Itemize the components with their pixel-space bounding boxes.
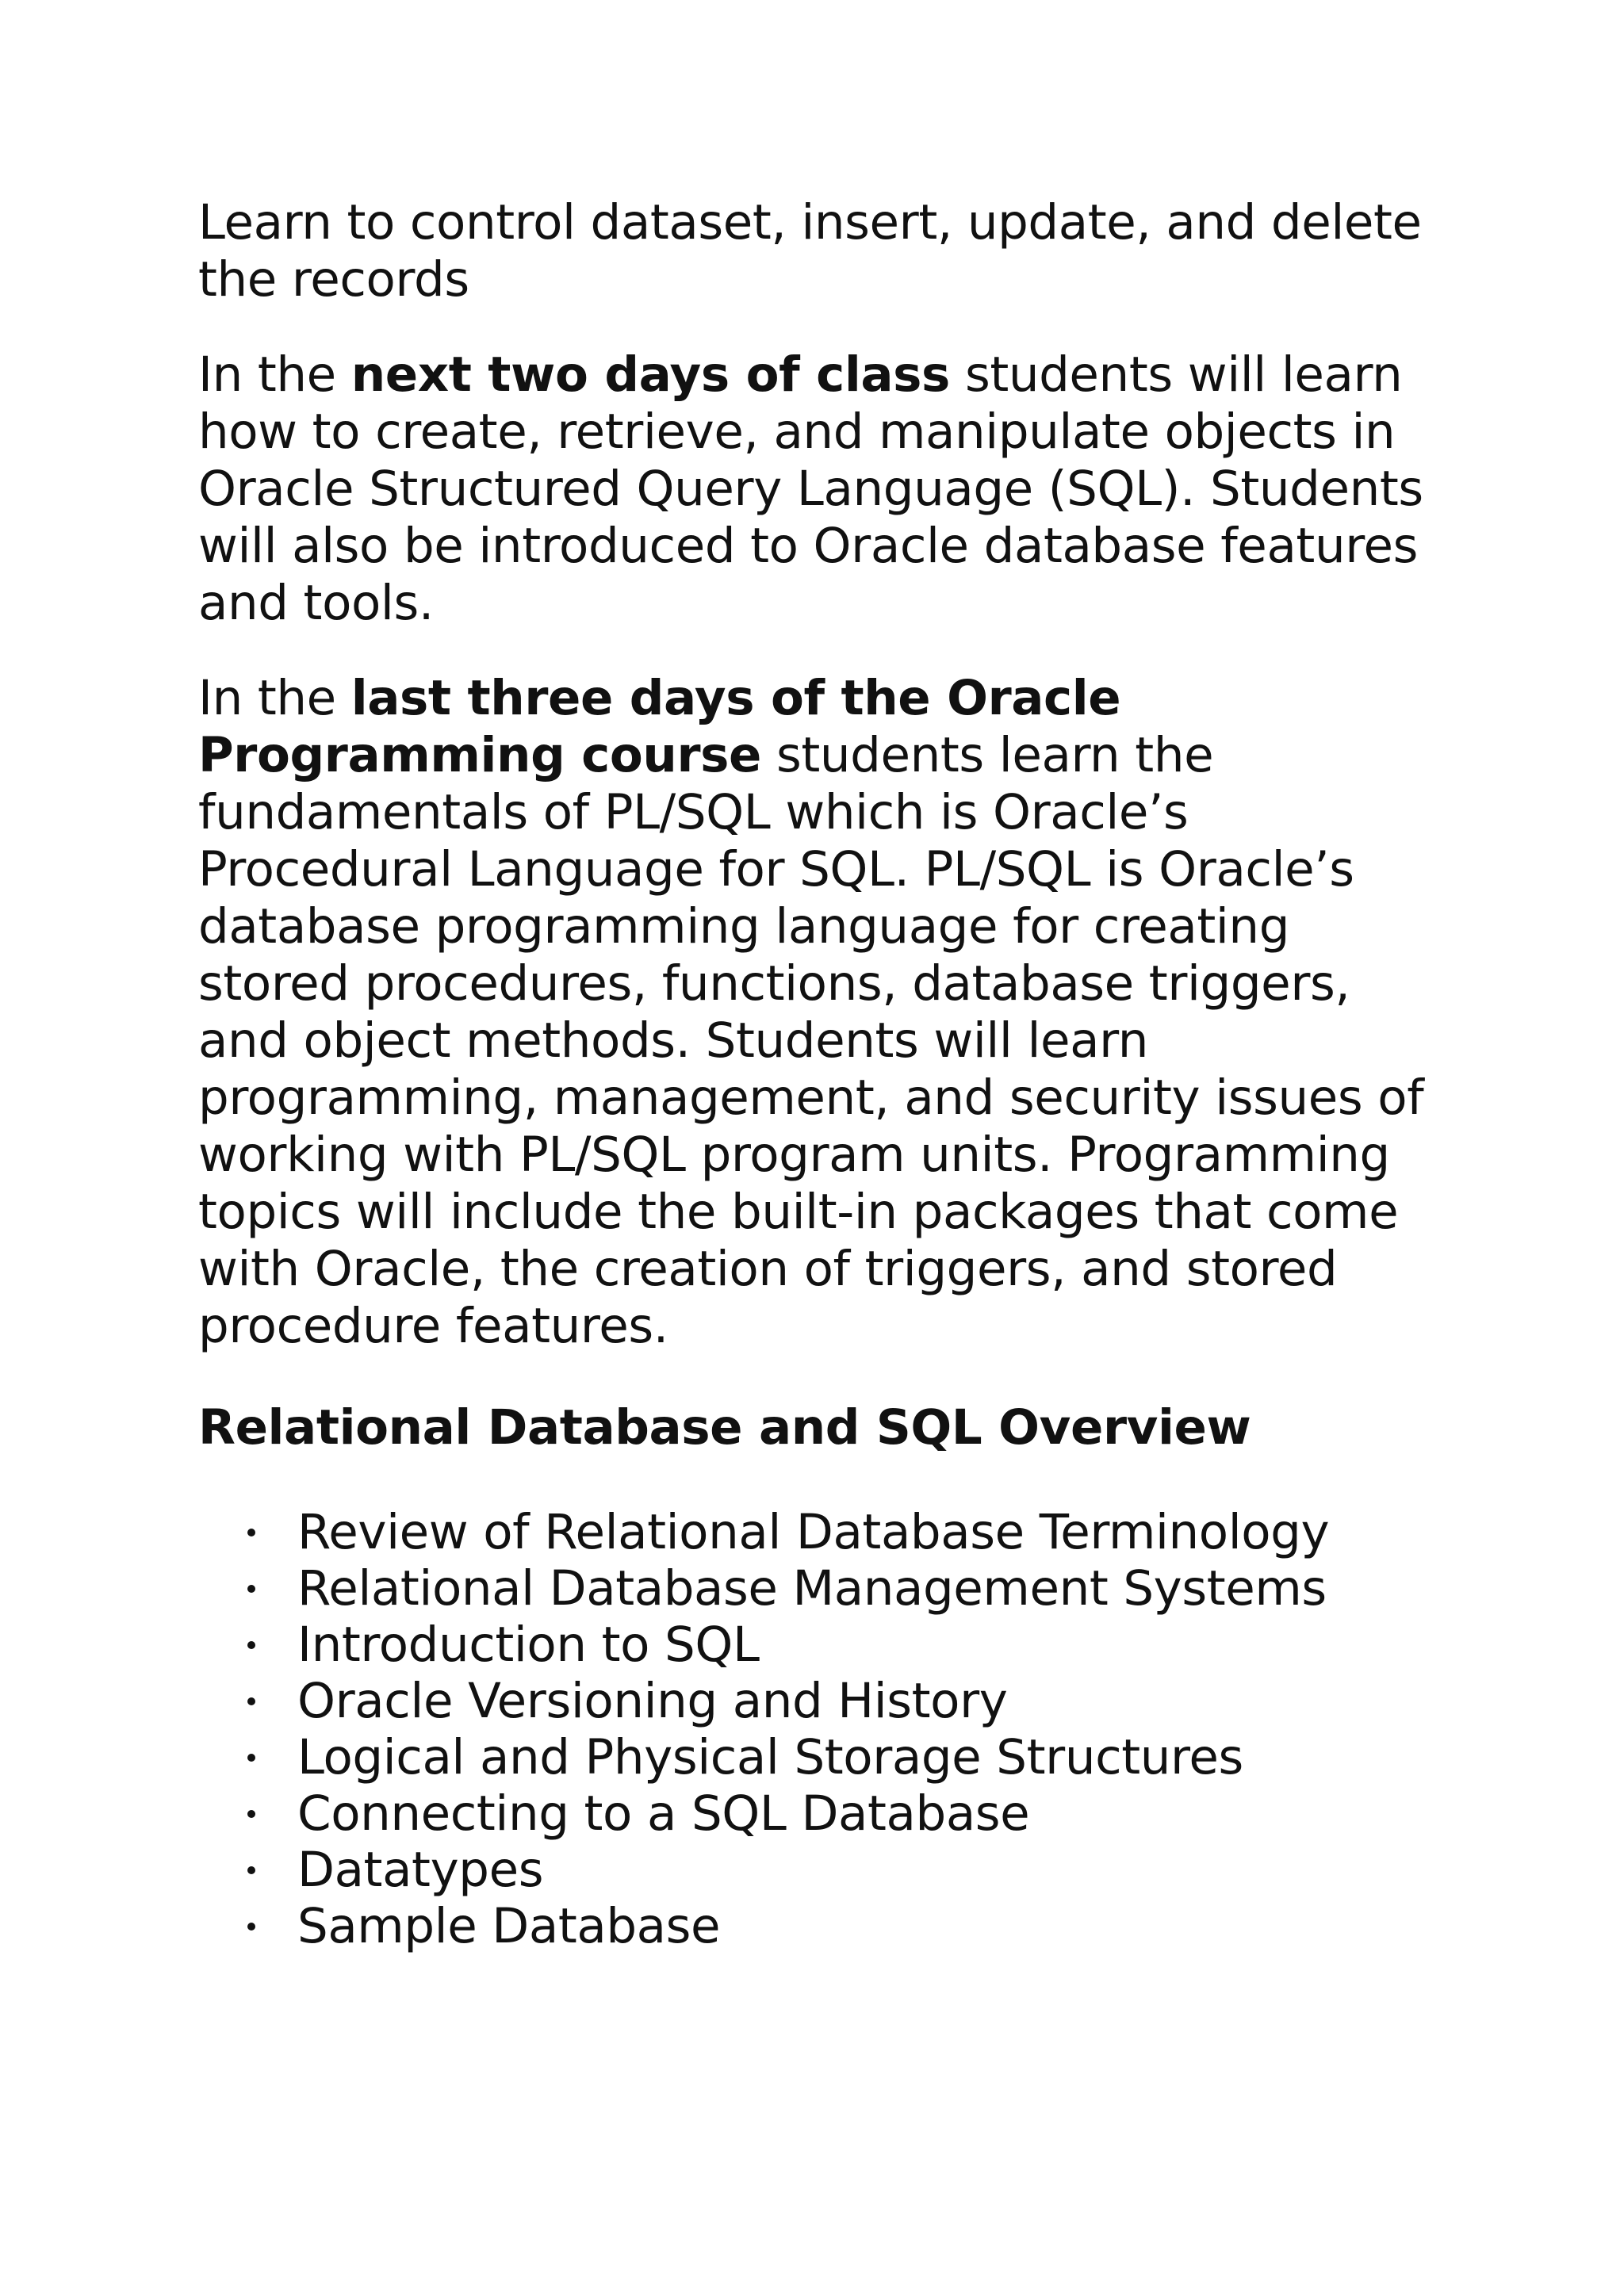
list-item-label: Review of Relational Database Terminology [297, 1504, 1330, 1560]
sql-paragraph-lead: In the [198, 346, 351, 403]
bullet-icon [247, 1810, 255, 1818]
sql-paragraph-rest: students will learn how to create, retrieve, and manipulate objects in Oracle Structured Query Language (SQL). Students will also be introduced to Oracle database features and tools. [198, 346, 1423, 631]
list-item [198, 1898, 1451, 1954]
list-item [198, 1560, 1451, 1617]
sql-paragraph-bold: next two days of class [350, 346, 950, 403]
bullet-icon [247, 1754, 255, 1762]
intro-text: Learn to control dataset, insert, update, and delete the records [198, 194, 1422, 308]
bullet-icon [247, 1641, 255, 1649]
list-item-label: Connecting to a SQL Database [297, 1785, 1030, 1842]
list-item [198, 1617, 1451, 1673]
plsql-paragraph-bold: last three days of the Oracle Programming course [198, 670, 1121, 783]
bullet-icon [247, 1923, 255, 1931]
plsql-paragraph [198, 670, 1451, 1355]
list-item-label: Relational Database Management Systems [297, 1560, 1327, 1617]
document-page [198, 194, 1451, 1954]
list-item [198, 1842, 1451, 1898]
sql-paragraph [198, 346, 1451, 632]
list-item-label: Oracle Versioning and History [297, 1673, 1008, 1729]
bullet-icon [247, 1866, 255, 1874]
plsql-paragraph-rest: students learn the fundamentals of PL/SQL which is Oracle’s Procedural Language for SQL. PL/SQL is Oracle’s database programming language for creating stored procedures, functions, database triggers, and object methods. Students will learn programming, management, and security issues of working with PL/SQL program units. Programming topics will include the built-in packages that come with Oracle, the creation of triggers, and stored procedure features. [198, 727, 1424, 1354]
list-item [198, 1504, 1451, 1560]
list-item-label: Sample Database [297, 1898, 721, 1954]
list-item [198, 1729, 1451, 1785]
section-heading: Relational Database and SQL Overview [198, 1399, 1251, 1456]
list-item-label: Introduction to SQL [297, 1617, 760, 1673]
topic-list [198, 1504, 1451, 1954]
list-item-label: Logical and Physical Storage Structures [297, 1729, 1243, 1785]
list-item [198, 1673, 1451, 1729]
bullet-icon [247, 1697, 255, 1705]
plsql-paragraph-lead: In the [198, 670, 351, 726]
intro-paragraph [198, 194, 1451, 308]
bullet-icon [247, 1585, 255, 1593]
bullet-icon [247, 1529, 255, 1536]
list-item-label: Datatypes [297, 1842, 544, 1898]
list-item [198, 1785, 1451, 1842]
